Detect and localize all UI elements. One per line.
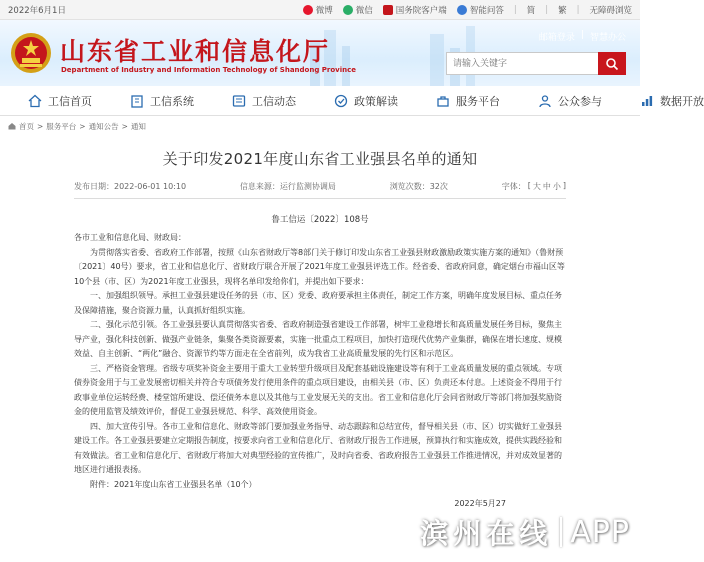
news-icon (232, 94, 246, 108)
smart-qa-link[interactable]: 智能问答 (457, 4, 504, 16)
salutation: 各市工业和信息化局、财政局： (74, 233, 186, 242)
font-size-switcher: 字体： [ 大 中 小 ] (501, 181, 566, 191)
paragraph: 二、强化示范引领。各工业强县要认真贯彻落实省委、省政府制造强省建设工作部署，树牢工业稳增长和高质量发展任务目标，聚焦主导产业，强化科技创新、做强产业链条，集聚各类资源要素，实施一批重点工程项目，加快打造现代优势产业集群，确保在增长速度、规模效益、自主创新、“两化”融合、资源节约等方面走在全省前列，成为我省工业高质量发展的先行区和示范区。 (74, 320, 562, 358)
nav-item-system[interactable]: 工信系统 (130, 93, 194, 109)
paragraph: 一、加强组织领导。承担工业强县建设任务的县（市、区）党委、政府要承担主体责任，制定工作方案，明确年度发展目标、重点任务及保障措施，聚合资源力量，认真抓好组织实施。 (74, 291, 562, 315)
data-icon (640, 94, 654, 108)
simplified-link[interactable]: 简 (526, 5, 536, 16)
current-date: 2022年6月1日 (8, 5, 66, 16)
publish-date: 发布日期：2022-06-01 10:10 (74, 182, 187, 191)
breadcrumb-service[interactable]: 服务平台 (46, 121, 77, 131)
weibo-icon (303, 5, 313, 15)
font-size-small[interactable]: 小 (552, 182, 561, 191)
watermark (420, 512, 630, 552)
paragraph: 四、加大宣传引导。各市工业和信息化、财政等部门要加强业务指导、动态跟踪和总结宣传，督导相关县（市、区）切实做好工业强县建设工作。各工业强县要建立定期报告制度，按要求向省工业和信息化厅、省财政厅报告工作进展，预算执行和实施成效，提供实践经验和有效做法。省工业和信息化厅、省财政厅将加大对典型经验的宣传推广，及时向省委、省政府报告工业强县工作推进情况，并对成效显著的地区进行通报表扬。 (74, 421, 562, 474)
accessibility-link[interactable]: 无障碍浏览 (589, 5, 632, 16)
watermark-divider (560, 517, 562, 547)
chat-bot-icon (457, 5, 467, 15)
building-icon (130, 94, 144, 108)
nav-item-public[interactable]: 公众参与 (538, 93, 602, 109)
breadcrumb-notices[interactable]: 通知公告 (88, 121, 119, 131)
article-meta (74, 181, 566, 199)
smart-office-link[interactable]: 智慧办公 (589, 33, 626, 43)
breadcrumb-notice[interactable]: 通知 (130, 121, 146, 131)
breadcrumb-home[interactable]: 首页 (19, 121, 34, 131)
paragraph: 为贯彻落实省委、省政府工作部署，按照《山东省财政厅等8部门关于修订印发山东省工业强县财政激励政策实施方案的通知》（鲁财预〔2021〕40号）要求，省工业和信息化厅、省财政厅联合开展了2021年度工业强县评选工作。经省委、省政府同意，确定烟台市福山区等10个县（市、区）为2021年度工业强县，现将名单印发给你们，并提出如下要求： (74, 247, 565, 286)
gov-app-link[interactable]: 国务院客户端 (383, 4, 447, 16)
search-icon (605, 57, 619, 71)
document-number: 鲁工信运〔2022〕108号 (271, 215, 369, 225)
wechat-link[interactable]: 微信 (343, 4, 373, 16)
nav-item-home[interactable]: 工信首页 (28, 93, 92, 109)
watermark-text: 滨州在线 (420, 517, 553, 550)
font-size-large[interactable]: 大 (532, 182, 541, 191)
sign-date: 2022年5月27 (454, 499, 506, 508)
site-search (446, 52, 626, 75)
watermark-app: APP (570, 514, 630, 550)
view-count: 浏览次数：32次 (389, 182, 448, 191)
article-source: 信息来源：运行监测协调局 (239, 182, 336, 191)
wechat-icon (343, 5, 353, 15)
top-links: 微博 微信 国务院客户端 智能问答 | 简 | 繁 | 无障碍浏览 (303, 4, 632, 16)
nav-item-service[interactable]: 服务平台 (436, 93, 500, 109)
article-title: 关于印发2021年度山东省工业强县名单的通知 (162, 150, 478, 168)
header-login-links: 邮箱登录 | 智慧办公 (538, 30, 626, 43)
article (0, 148, 640, 509)
email-login-link[interactable]: 邮箱登录 (538, 33, 575, 43)
nav-item-data[interactable]: 数据开放 (640, 93, 704, 109)
article-body (74, 231, 566, 492)
breadcrumb: 首页 > 服务平台 > 通知公告 > 通知 (0, 116, 640, 136)
breadcrumb-home-icon (8, 122, 16, 130)
nav-item-policy[interactable]: 政策解读 (334, 93, 398, 109)
nav-item-news[interactable]: 工信动态 (232, 93, 296, 109)
traditional-link[interactable]: 繁 (558, 5, 567, 16)
top-utility-bar (0, 0, 640, 20)
weibo-link[interactable]: 微博 (303, 4, 333, 16)
font-size-medium[interactable]: 中 (542, 182, 551, 191)
site-header (0, 20, 640, 86)
people-icon (538, 94, 552, 108)
policy-icon (334, 94, 348, 108)
site-title: 山东省工业和信息化厅 (60, 37, 331, 66)
paragraph: 三、严格资金管理。省级专项奖补资金主要用于重大工业转型升级项目及配套基础设施建设等有利于工业高质量发展的重点领域。专项债券资金用于与工业发展密切相关并符合专项债务发行使用条件的重点项目建设，由相关县（市、区）负责还本付息。上述资金不得用于行政事业单位运转经费、楼堂馆所建设、偿还债务本息以及其他与工业发展无关的支出。省工业和信息化厅会同省财政厅等部门将加强奖励资金的使用监管及绩效评价，督促工业强县规范、科学、高效使用资金。 (74, 363, 562, 416)
attachment-link[interactable]: 附件：2021年度山东省工业强县名单（10个） (90, 479, 257, 489)
national-emblem-icon (10, 32, 52, 74)
home-icon (28, 94, 42, 108)
mobile-app-icon (383, 5, 393, 15)
search-button[interactable] (598, 52, 626, 75)
search-input[interactable] (446, 52, 598, 75)
site-title-english: Department of Industry and Information Technology of Shandong Province (61, 66, 357, 74)
service-icon (436, 94, 450, 108)
main-nav (0, 86, 704, 116)
